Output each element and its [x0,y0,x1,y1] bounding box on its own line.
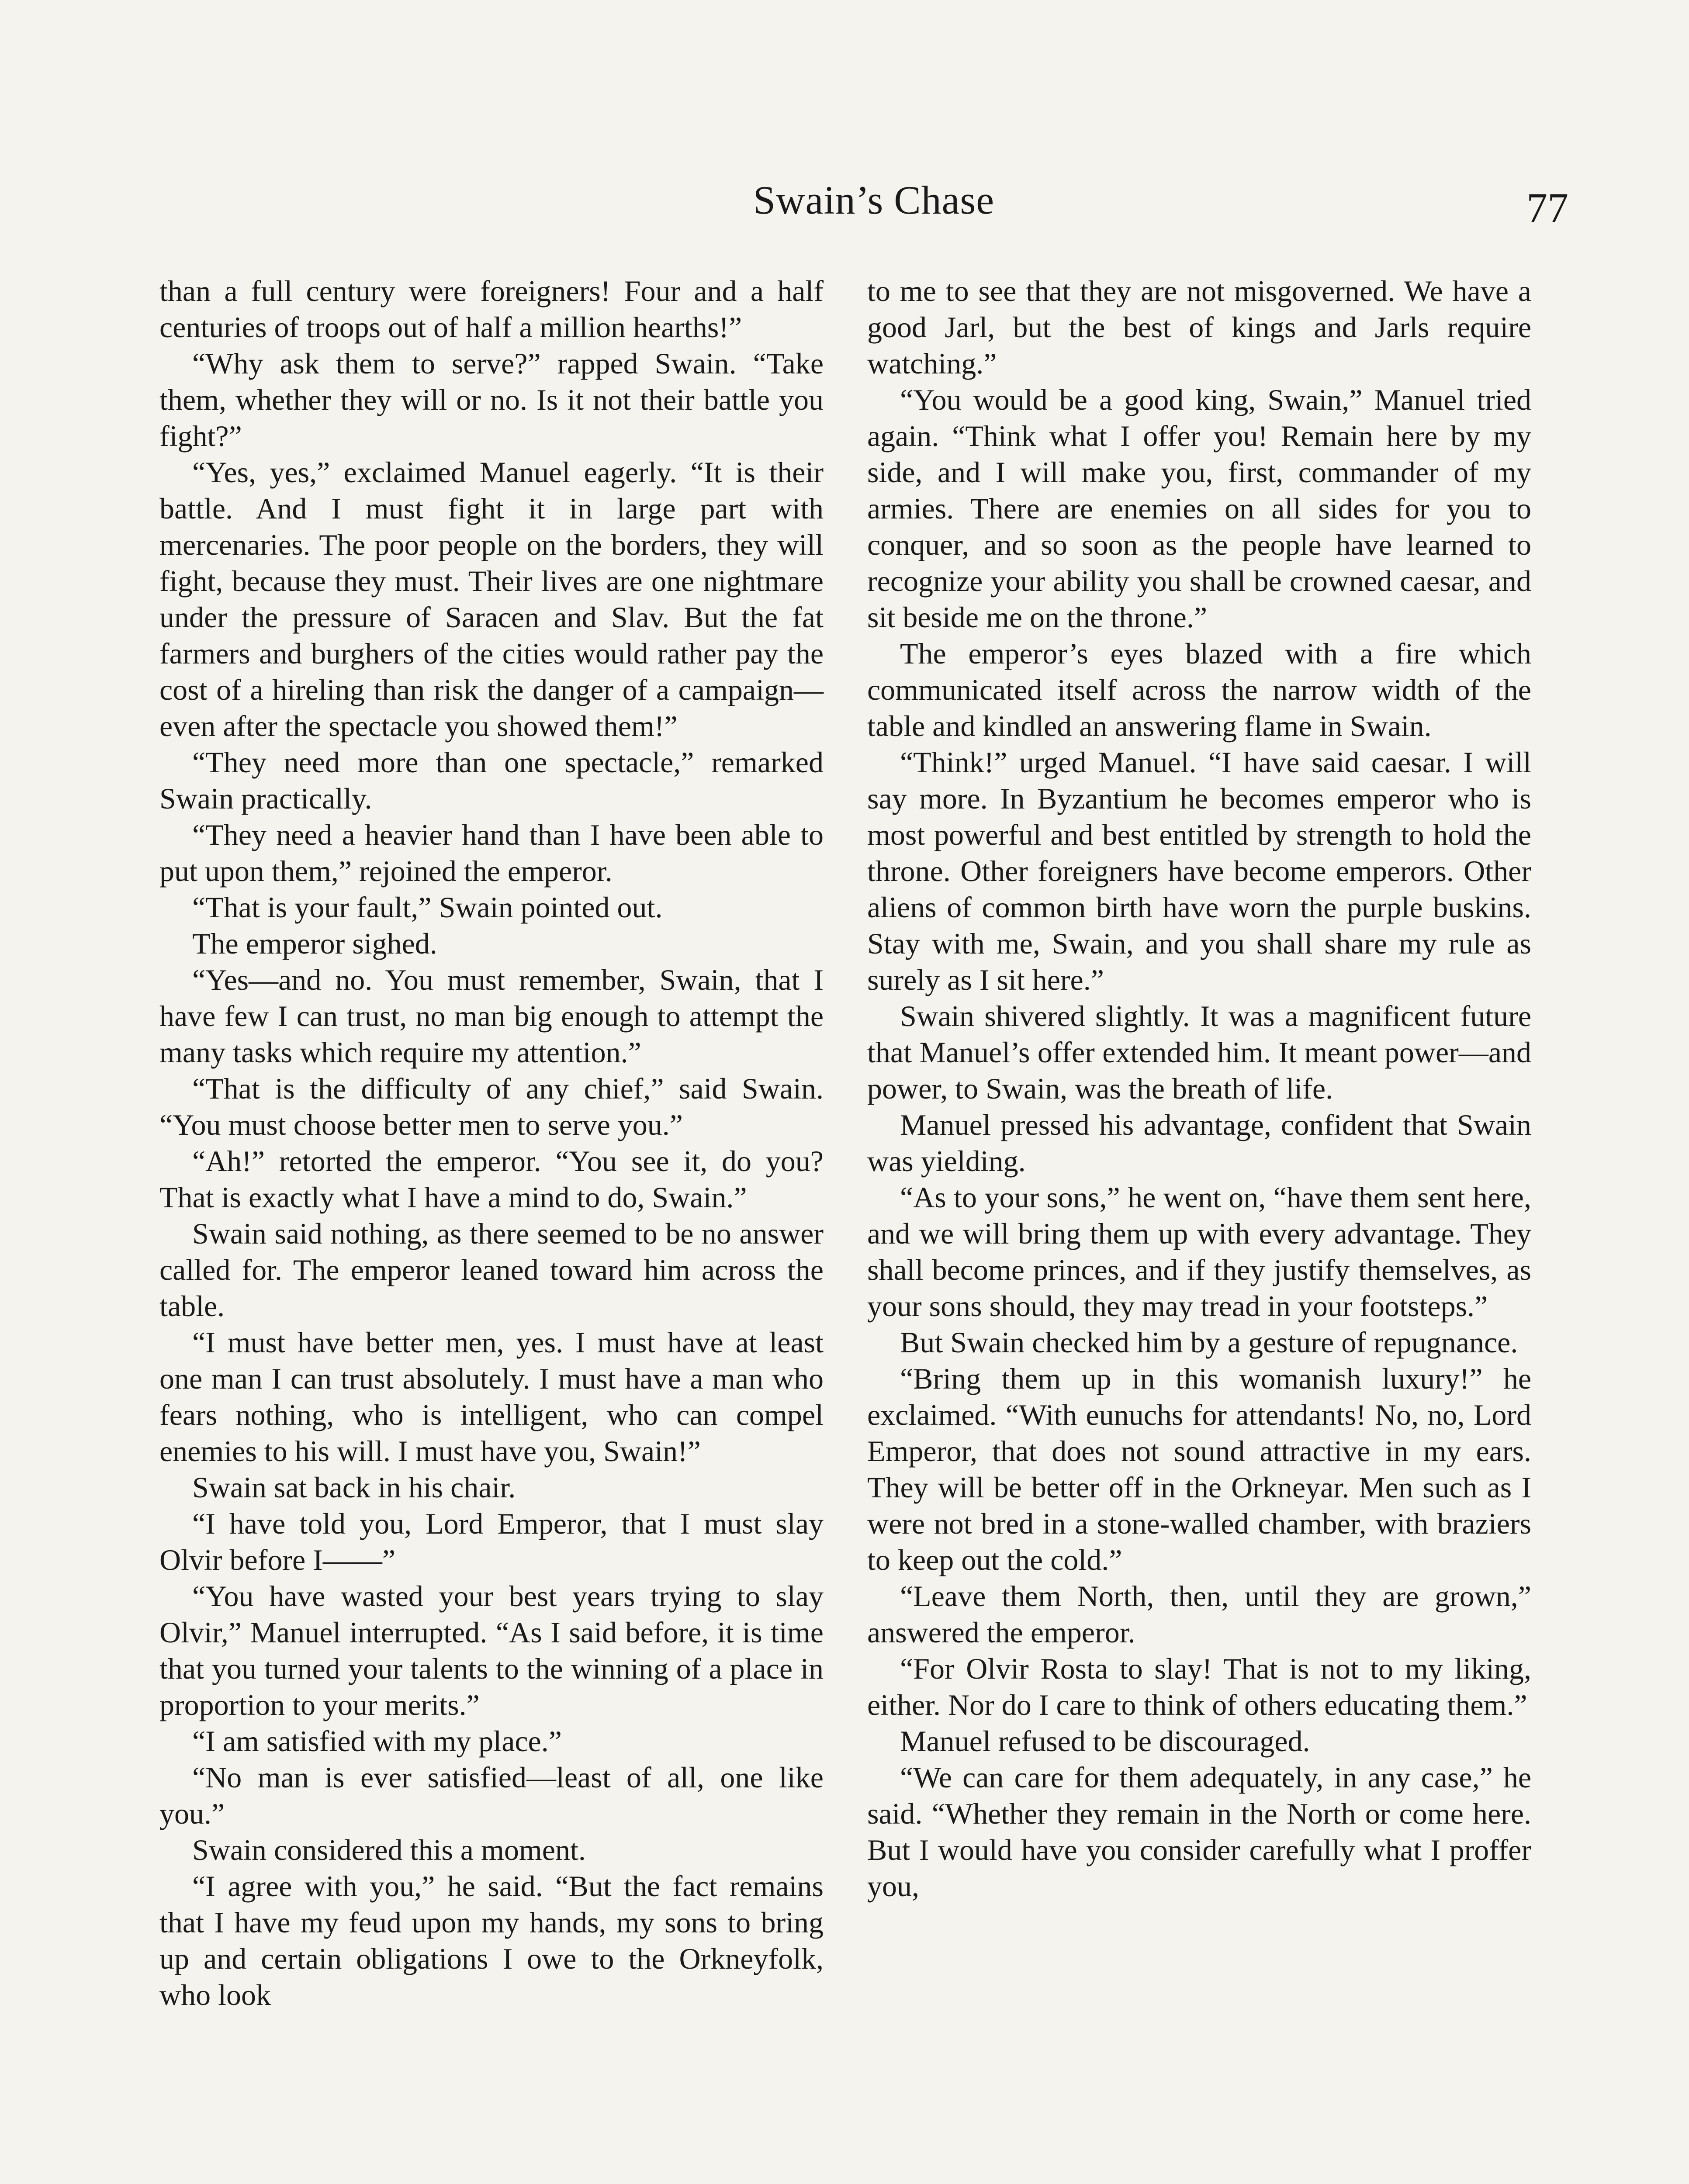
paragraph: “No man is ever satisfied—least of all, one like you.” [159,1761,824,1830]
paragraph: Swain sat back in his chair. [192,1471,516,1504]
paragraph: “You have wasted your best years trying to slay Olvir,” Manuel interrupted. “As I said before, it is time that you turned your talents to the winning of a place in proportion to your merits.” [159,1579,824,1721]
paragraph: “Ah!” retorted the emperor. “You see it, do you? That is exactly what I have a mind to do, Swain.” [159,1144,824,1214]
paragraph: “Leave them North, then, until they are grown,” answered the emperor. [867,1579,1531,1649]
paragraph: Swain shivered slightly. It was a magnificent future that Manuel’s offer extended him. It meant power—and power, to Swain, was the breath of life. [867,999,1531,1105]
left-column [159,273,824,2013]
paragraph: to me to see that they are not misgoverned. We have a good Jarl, but the best of kings and Jarls require watching.” [867,274,1531,380]
running-title: Swain’s Chase [753,178,995,222]
paragraph: Manuel refused to be discouraged. [900,1724,1310,1758]
paragraph: “I must have better men, yes. I must have at least one man I can trust absolutely. I must have a man who fears nothing, who is intelligent, who can compel enemies to his will. I must have you, Swain!” [159,1326,824,1468]
paragraph: “Yes, yes,” exclaimed Manuel eagerly. “It is their battle. And I must fight it in large part with mercenaries. The poor people on the borders, they will fight, because they must. Their lives are one nightmare under the pressure of Saracen and Slav. But the fat farmers and burghers of the cities would rather pay the cost of a hireling than risk the danger of a campaign— even after the spectacle you showed them!” [159,456,824,743]
paragraph: “I agree with you,” he said. “But the fact remains that I have my feud upon my hands, my sons to bring up and certain obligations I owe to the Orkneyfolk, who look [159,1870,824,2011]
paragraph: Manuel pressed his advantage, confident that Swain was yielding. [867,1108,1531,1178]
paragraph: “Bring them up in this womanish luxury!” he exclaimed. “With eunuchs for attendants! No, no, Lord Emperor, that does not sound attractive in my ears. They will be better off in the Orkneyar. Men such as I were not bred in a stone-walled chamber, with braziers to keep out the cold.” [867,1362,1531,1576]
paragraph: “Why ask them to serve?” rapped Swain. “Take them, whether they will or no. Is it not their battle you fight?” [159,347,824,453]
paragraph: “I am satisfied with my place.” [192,1724,562,1758]
paragraph: “That is the difficulty of any chief,” said Swain. “You must choose better men to serve you.” [159,1072,824,1141]
paragraph: “That is your fault,” Swain pointed out. [192,891,663,924]
paragraph: “They need a heavier hand than I have been able to put upon them,” rejoined the emperor. [159,818,824,888]
paragraph: “I have told you, Lord Emperor, that I must slay Olvir before I——” [159,1507,824,1576]
paragraph: than a full century were foreigners! Four and a half centuries of troops out of half a million hearths!” [159,274,824,344]
paragraph: The emperor sighed. [192,927,437,960]
paragraph: Swain said nothing, as there seemed to be no answer called for. The emperor leaned toward him across the table. [159,1217,824,1323]
paragraph: “For Olvir Rosta to slay! That is not to my liking, either. Nor do I care to think of others educating them.” [867,1652,1531,1721]
paragraph: “As to your sons,” he went on, “have them sent here, and we will bring them up with every advantage. They shall become princes, and if they justify themselves, as your sons should, they may tread in your footsteps.” [867,1181,1531,1323]
paragraph: But Swain checked him by a gesture of repugnance. [900,1326,1518,1359]
right-column [867,273,1531,1904]
paragraph: “Think!” urged Manuel. “I have said caesar. I will say more. In Byzantium he becomes emperor who is most powerful and best entitled by strength to hold the throne. Other foreigners have become emperors. Other aliens of common birth have worn the purple buskins. Stay with me, Swain, and you shall share my rule as surely as I sit here.” [867,746,1531,996]
paragraph: “You would be a good king, Swain,” Manuel tried again. “Think what I offer you! Remain here by my side, and I will make you, first, commander of my armies. There are enemies on all sides for you to conquer, and so soon as the people have learned to recognize your ability you shall be crowned caesar, and sit beside me on the throne.” [867,383,1531,634]
paragraph: The emperor’s eyes blazed with a fire which communicated itself across the narrow width of the table and kindled an answering flame in Swain. [867,637,1531,743]
paragraph: “They need more than one spectacle,” remarked Swain practically. [159,746,824,815]
paragraph: “We can care for them adequately, in any case,” he said. “Whether they remain in the North or come here. But I would have you consider carefully what I proffer you, [867,1761,1531,1903]
page-number: 77 [1526,184,1568,231]
paragraph: “Yes—and no. You must remember, Swain, that I have few I can trust, no man big enough to attempt the many tasks which require my attention.” [159,963,824,1069]
paragraph: Swain considered this a moment. [192,1833,586,1866]
